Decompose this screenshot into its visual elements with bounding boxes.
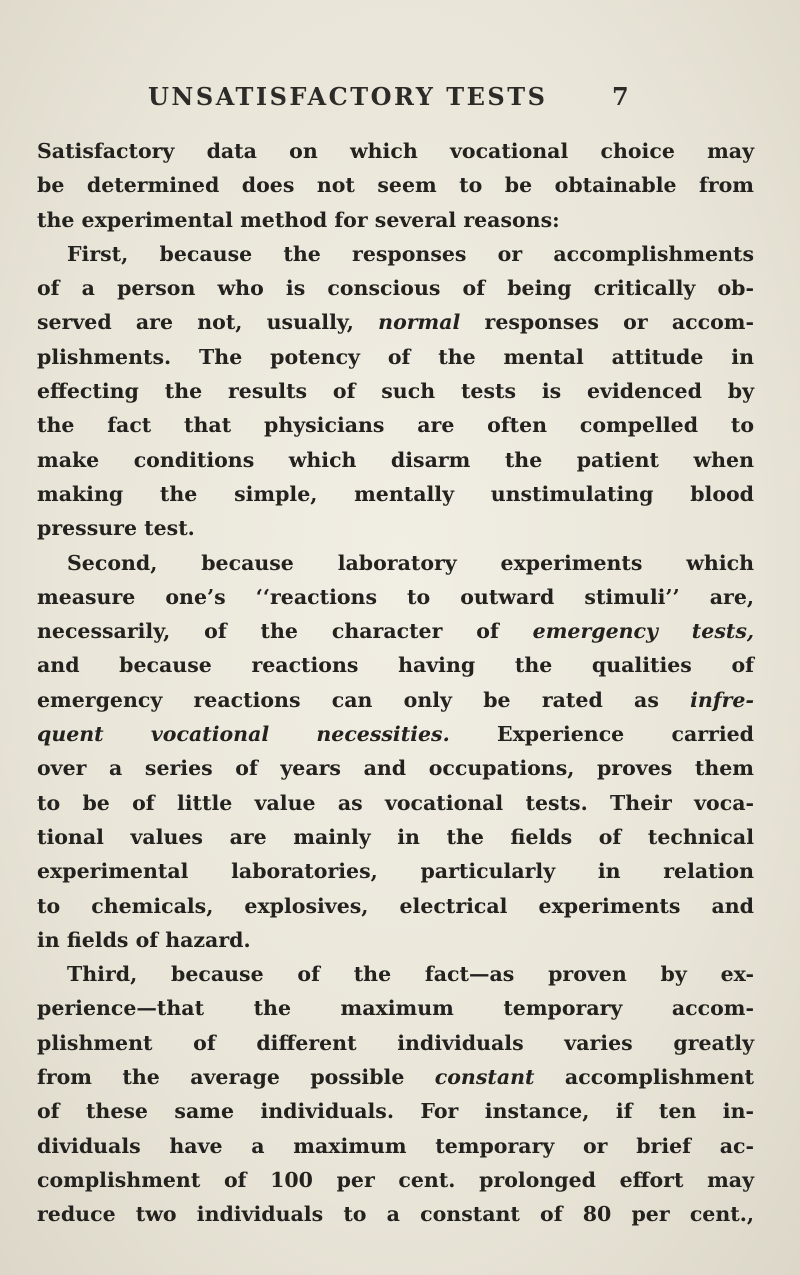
text-line [37,1060,754,1094]
text-run: the fact that physicians are often compelled to [37,413,754,438]
text-run: measure one’s ‘‘reactions to outward stimuli’’ are, [37,584,754,609]
text-line [37,957,754,991]
text-run: plishments. The potency of the mental attitude in [37,344,754,369]
text-line [37,511,754,545]
text-line [37,1094,754,1128]
text-run: pressure test. [37,516,195,541]
text-run: Experience carried [449,722,754,747]
text-run: in fields of hazard. [37,927,251,952]
text-run: and because reactions having the qualities of [37,653,754,678]
text-line [37,648,754,682]
text-line [37,820,754,854]
text-line [37,786,754,820]
text-run: make conditions which disarm the patient when [37,447,754,472]
text-line [37,854,754,888]
text-line [37,1197,754,1231]
text-line [37,683,754,717]
paragraph [37,134,754,237]
text-line [37,443,754,477]
text-line [37,889,754,923]
text-run: complishment of 100 per cent. prolonged effort may [37,1167,754,1192]
text-line [37,546,754,580]
text-line [37,374,754,408]
text-run: dividuals have a maximum temporary or brief ac- [37,1133,754,1158]
text-run: effecting the results of such tests is evidenced by [37,379,754,404]
text-run: perience—that the maximum temporary accom- [37,996,754,1021]
text-line [37,614,754,648]
text-run: to chemicals, explosives, electrical experiments and [37,893,754,918]
text-run: to be of little value as vocational tests. Their voca- [37,790,754,815]
running-title: UNSATISFACTORY TESTS [148,82,548,111]
paragraph [37,957,754,1231]
text-run: tional values are mainly in the fields of technical [37,824,754,849]
paragraph [37,546,754,958]
text-line [37,340,754,374]
text-line [37,168,754,202]
text-run: experimental laboratories, particularly in relation [37,859,754,884]
text-run: making the simple, mentally unstimulating blood [37,481,754,506]
text-run: over a series of years and occupations, proves them [37,756,754,781]
text-run: emergency reactions can only be rated as [37,687,691,712]
text-run: of a person who is conscious of being critically ob- [37,276,754,301]
text-run: Satisfactory data on which vocational choice may [37,139,754,163]
text-line [37,305,754,339]
text-line [37,477,754,511]
body-text [37,134,754,1232]
page-number: 7 [612,82,629,111]
paragraph [37,237,754,546]
text-line [37,580,754,614]
text-line [37,991,754,1025]
text-run: of these same individuals. For instance, if ten in- [37,1099,754,1124]
text-run: Second, because laboratory experiments which [67,550,754,575]
text-run: First, because the responses or accomplishments [67,241,754,266]
text-line [37,1129,754,1163]
text-run: the experimental method for several reasons: [37,207,560,232]
text-run: be determined does not seem to be obtainable from [37,173,754,198]
italic-text: emergency tests, [532,619,755,644]
text-run: reduce two individuals to a constant of 80 per cent., [37,1202,754,1227]
text-line [37,134,754,168]
text-run: responses or accom- [460,310,754,335]
text-run: from the average possible [37,1065,435,1090]
text-run: served are not, usually, [37,310,379,335]
italic-text: infre- [690,687,754,712]
text-line [37,408,754,442]
text-run: necessarily, of the character of [37,619,533,644]
text-line [37,923,754,957]
running-head [40,82,760,122]
text-run: accomplishment [534,1065,754,1090]
text-line [37,203,754,237]
text-line [37,237,754,271]
italic-text: normal [378,310,461,335]
italic-text: quent vocational necessities. [37,722,450,747]
text-run: plishment of different individuals varies greatly [37,1030,754,1055]
text-line [37,1026,754,1060]
text-line [37,1163,754,1197]
text-run: Third, because of the fact—as proven by ex- [67,962,754,987]
text-line [37,751,754,785]
text-line [37,717,754,751]
italic-text: constant [434,1065,535,1090]
text-line [37,271,754,305]
